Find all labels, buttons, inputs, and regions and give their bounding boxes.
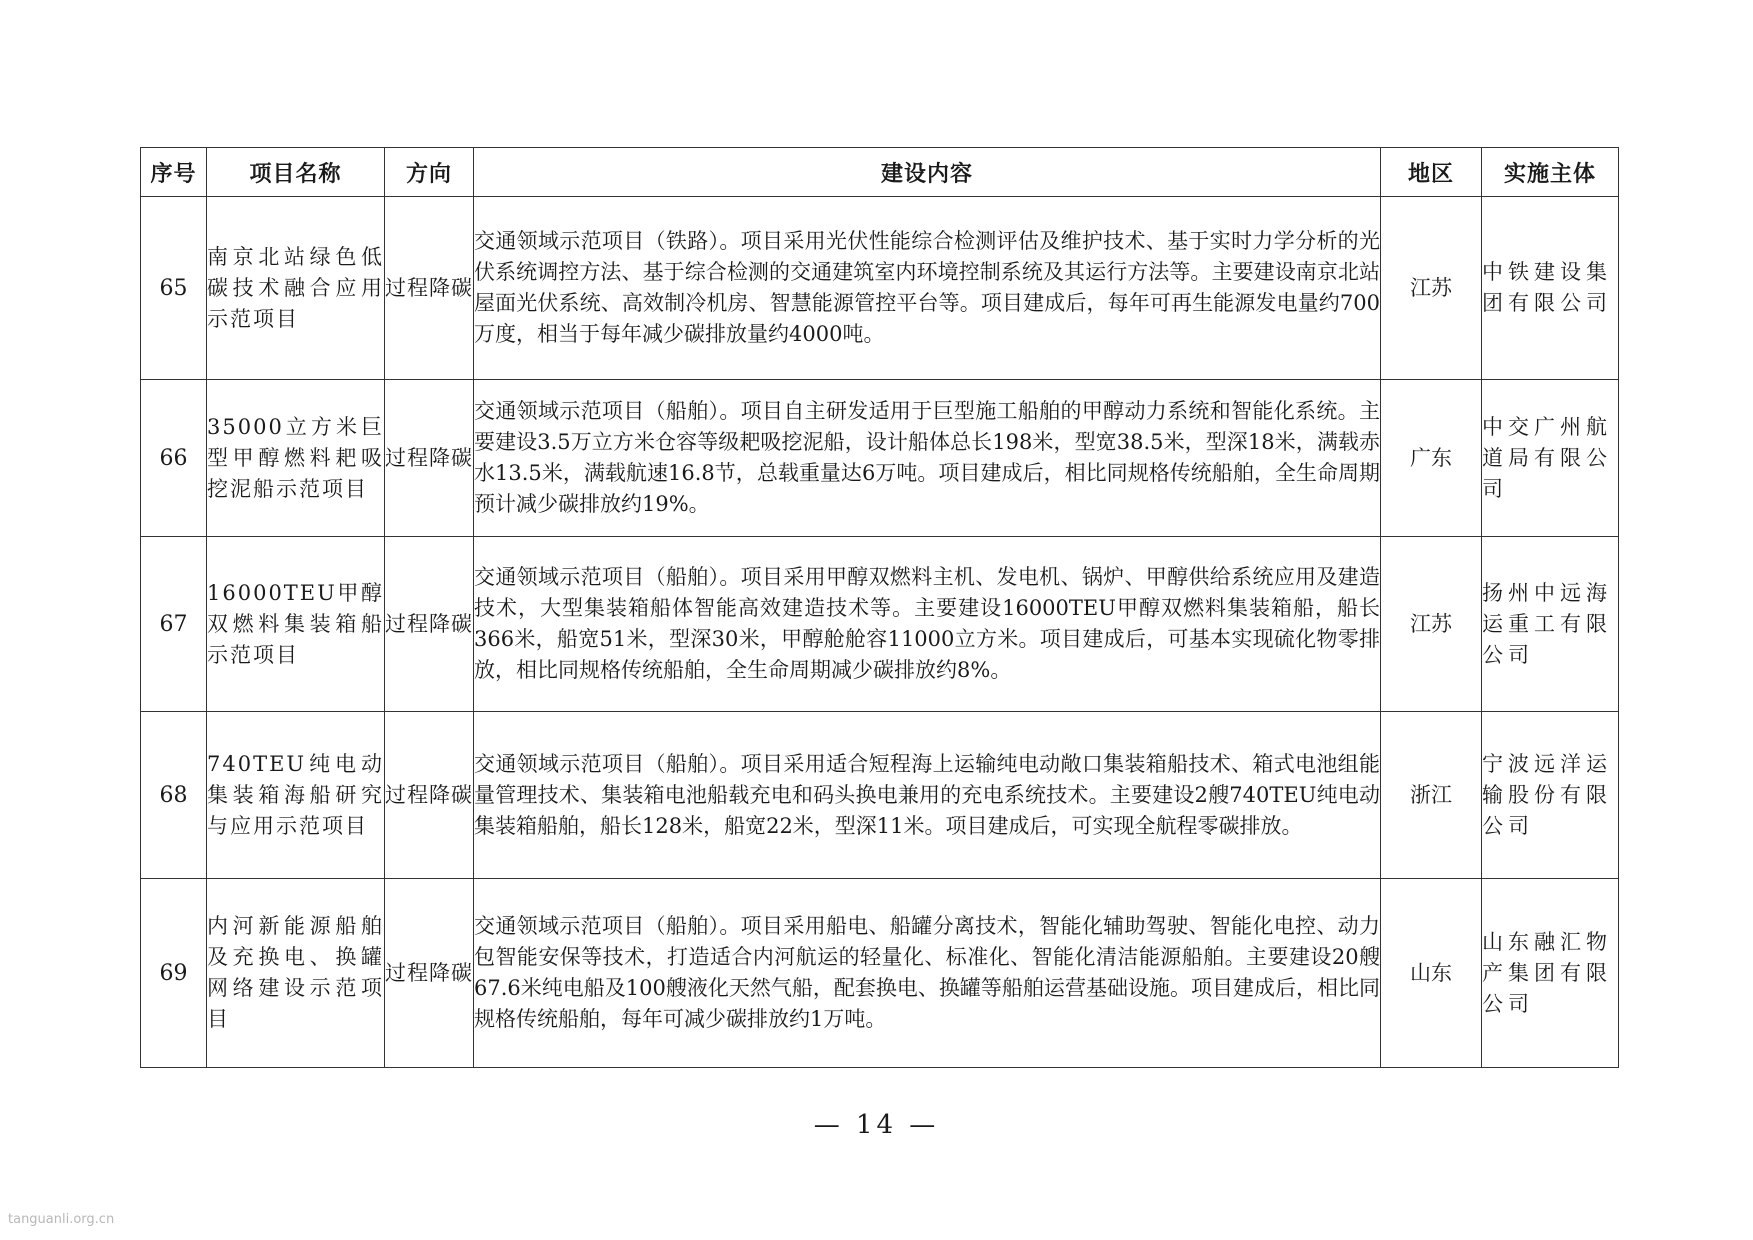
- table-row: [141, 380, 1619, 537]
- row-number: 66: [141, 380, 207, 537]
- project-name: 内河新能源船舶及充换电、换罐网络建设示范项目: [207, 879, 385, 1068]
- project-region: 山东: [1381, 879, 1482, 1068]
- project-content: 交通领域示范项目（船舶）。项目采用船电、船罐分离技术，智能化辅助驾驶、智能化电控、动力包智能安保等技术，打造适合内河航运的轻量化、标准化、智能化清洁能源船舶。主要建设20艘67.6米纯电船及100艘液化天然气船，配套换电、换罐等船舶运营基础设施。项目建成后，相比同规格传统船舶，每年可减少碳排放约1万吨。: [474, 879, 1381, 1068]
- project-name: 16000TEU甲醇双燃料集装箱船示范项目: [207, 537, 385, 712]
- project-region: 浙江: [1381, 712, 1482, 879]
- row-number: 65: [141, 197, 207, 380]
- project-name: 南京北站绿色低碳技术融合应用示范项目: [207, 197, 385, 380]
- project-org: 山东融汇物产集团有限公司: [1482, 879, 1619, 1068]
- project-org: 中铁建设集团有限公司: [1482, 197, 1619, 380]
- project-region: 江苏: [1381, 537, 1482, 712]
- header-org: 实施主体: [1482, 148, 1619, 197]
- project-content: 交通领域示范项目（船舶）。项目采用适合短程海上运输纯电动敞口集装箱船技术、箱式电池组能量管理技术、集装箱电池船载充电和码头换电兼用的充电系统技术。主要建设2艘740TEU纯电动集装箱船舶，船长128米，船宽22米，型深11米。项目建成后，可实现全航程零碳排放。: [474, 712, 1381, 879]
- project-region: 广东: [1381, 380, 1482, 537]
- row-number: 67: [141, 537, 207, 712]
- project-content: 交通领域示范项目（船舶）。项目采用甲醇双燃料主机、发电机、锅炉、甲醇供给系统应用及建造技术，大型集装箱船体智能高效建造技术等。主要建设16000TEU甲醇双燃料集装箱船，船长366米，船宽51米，型深30米，甲醇舱舱容11000立方米。项目建成后，可基本实现硫化物零排放，相比同规格传统船舶，全生命周期减少碳排放约8%。: [474, 537, 1381, 712]
- header-content: 建设内容: [474, 148, 1381, 197]
- page-number: — 14 —: [813, 1110, 940, 1140]
- header-no: 序号: [141, 148, 207, 197]
- table-row: [141, 197, 1619, 380]
- project-org: 扬州中远海运重工有限公司: [1482, 537, 1619, 712]
- project-content: 交通领域示范项目（铁路）。项目采用光伏性能综合检测评估及维护技术、基于实时力学分析的光伏系统调控方法、基于综合检测的交通建筑室内环境控制系统及其运行方法等。主要建设南京北站屋面光伏系统、高效制冷机房、智慧能源管控平台等。项目建成后，每年可再生能源发电量约700万度，相当于每年减少碳排放量约4000吨。: [474, 197, 1381, 380]
- project-table: [140, 147, 1619, 1068]
- table-header-row: [141, 148, 1619, 197]
- row-number: 68: [141, 712, 207, 879]
- project-org: 中交广州航道局有限公司: [1482, 380, 1619, 537]
- project-direction: 过程降碳: [385, 197, 474, 380]
- project-name: 740TEU纯电动集装箱海船研究与应用示范项目: [207, 712, 385, 879]
- project-direction: 过程降碳: [385, 380, 474, 537]
- project-region: 江苏: [1381, 197, 1482, 380]
- project-direction: 过程降碳: [385, 879, 474, 1068]
- project-name: 35000立方米巨型甲醇燃料耙吸挖泥船示范项目: [207, 380, 385, 537]
- table-row: [141, 879, 1619, 1068]
- header-region: 地区: [1381, 148, 1482, 197]
- project-direction: 过程降碳: [385, 537, 474, 712]
- project-content: 交通领域示范项目（船舶）。项目自主研发适用于巨型施工船舶的甲醇动力系统和智能化系统。主要建设3.5万立方米仓容等级耙吸挖泥船，设计船体总长198米，型宽38.5米，型深18米，满载赤水13.5米，满载航速16.8节，总载重量达6万吨。项目建成后，相比同规格传统船舶，全生命周期预计减少碳排放约19%。: [474, 380, 1381, 537]
- project-direction: 过程降碳: [385, 712, 474, 879]
- project-org: 宁波远洋运输股份有限公司: [1482, 712, 1619, 879]
- header-direction: 方向: [385, 148, 474, 197]
- row-number: 69: [141, 879, 207, 1068]
- watermark: tanguanli.org.cn: [8, 1212, 115, 1227]
- table-row: [141, 712, 1619, 879]
- table-row: [141, 537, 1619, 712]
- header-name: 项目名称: [207, 148, 385, 197]
